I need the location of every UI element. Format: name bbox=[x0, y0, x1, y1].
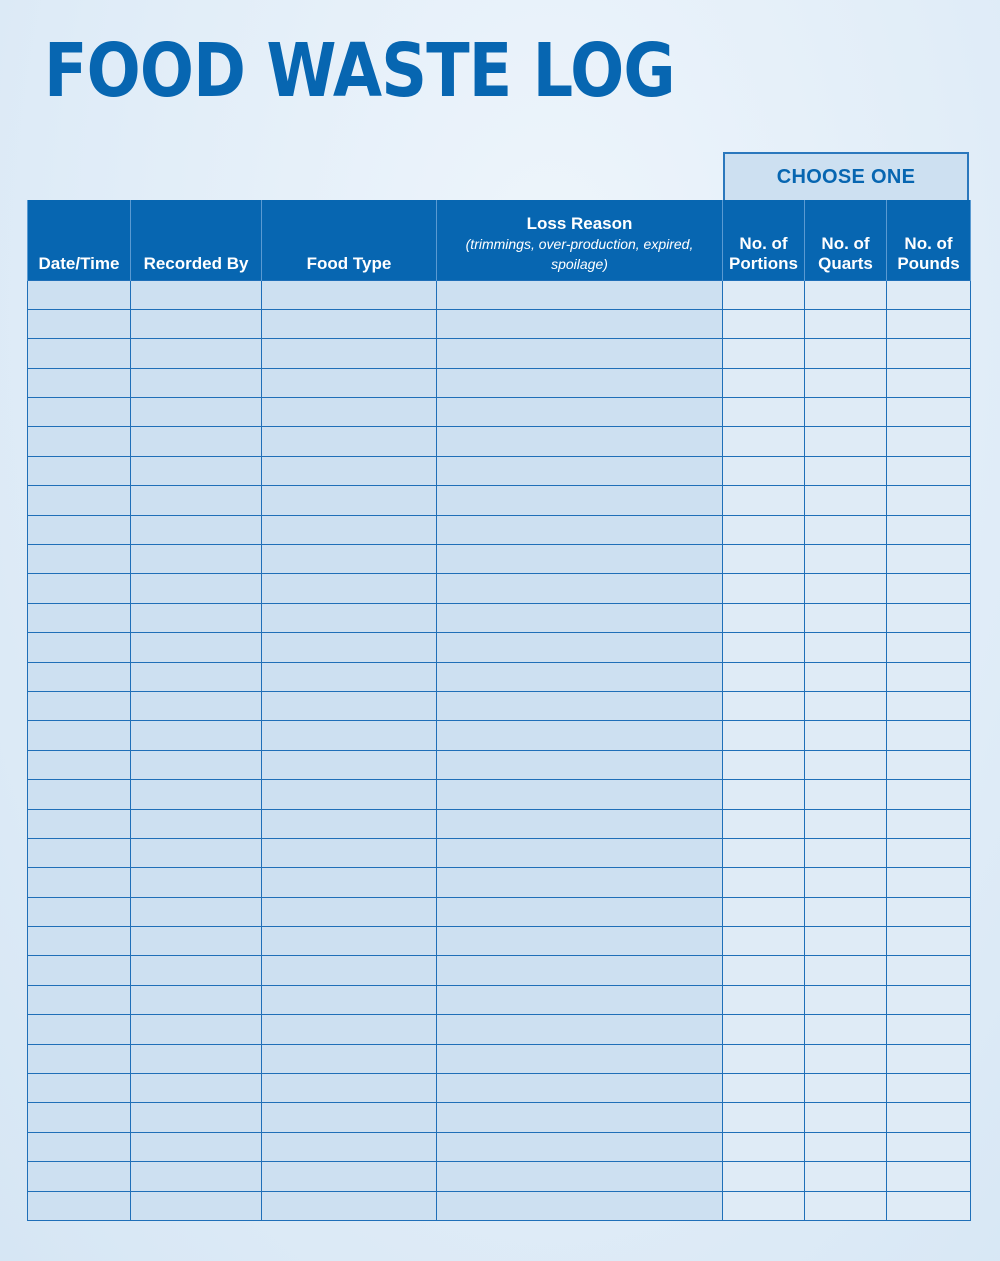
food-type-cell[interactable] bbox=[262, 750, 437, 779]
pounds-cell[interactable] bbox=[887, 1162, 971, 1191]
table-row bbox=[28, 985, 971, 1014]
recorded-by-cell[interactable] bbox=[131, 368, 262, 397]
recorded-by-cell[interactable] bbox=[131, 750, 262, 779]
table-row bbox=[28, 927, 971, 956]
table-row bbox=[28, 721, 971, 750]
quarts-cell[interactable] bbox=[805, 368, 887, 397]
page-title: FOOD WASTE LOG bbox=[44, 28, 675, 114]
table-row bbox=[28, 603, 971, 632]
table-row bbox=[28, 398, 971, 427]
column-header-recorded-by: Recorded By bbox=[131, 200, 262, 280]
date-time-cell[interactable] bbox=[28, 309, 131, 338]
portions-cell[interactable] bbox=[723, 868, 805, 897]
food-type-cell[interactable] bbox=[262, 809, 437, 838]
column-header-pounds bbox=[887, 200, 971, 280]
column-header-date-time: Date/Time bbox=[28, 200, 131, 280]
pounds-cell[interactable] bbox=[887, 985, 971, 1014]
loss-reason-cell[interactable] bbox=[437, 456, 723, 485]
table-row bbox=[28, 427, 971, 456]
recorded-by-cell[interactable] bbox=[131, 456, 262, 485]
quarts-cell[interactable] bbox=[805, 985, 887, 1014]
portions-cell[interactable] bbox=[723, 1044, 805, 1073]
portions-cell[interactable] bbox=[723, 633, 805, 662]
recorded-by-cell[interactable] bbox=[131, 515, 262, 544]
date-time-cell[interactable] bbox=[28, 868, 131, 897]
recorded-by-cell[interactable] bbox=[131, 809, 262, 838]
date-time-cell[interactable] bbox=[28, 398, 131, 427]
loss-reason-cell[interactable] bbox=[437, 838, 723, 867]
pounds-cell[interactable] bbox=[887, 1074, 971, 1103]
food-type-cell[interactable] bbox=[262, 456, 437, 485]
loss-reason-cell[interactable] bbox=[437, 721, 723, 750]
table-row bbox=[28, 368, 971, 397]
loss-reason-cell[interactable] bbox=[437, 603, 723, 632]
food-type-cell[interactable] bbox=[262, 1132, 437, 1161]
loss-reason-cell[interactable] bbox=[437, 1015, 723, 1044]
pounds-cell[interactable] bbox=[887, 838, 971, 867]
date-time-cell[interactable] bbox=[28, 515, 131, 544]
food-type-cell[interactable] bbox=[262, 721, 437, 750]
portions-cell[interactable] bbox=[723, 780, 805, 809]
recorded-by-cell[interactable] bbox=[131, 486, 262, 515]
date-time-cell[interactable] bbox=[28, 780, 131, 809]
recorded-by-cell[interactable] bbox=[131, 1015, 262, 1044]
portions-cell[interactable] bbox=[723, 721, 805, 750]
table-row bbox=[28, 897, 971, 926]
loss-reason-cell[interactable] bbox=[437, 897, 723, 926]
loss-reason-cell[interactable] bbox=[437, 985, 723, 1014]
recorded-by-cell[interactable] bbox=[131, 339, 262, 368]
loss-reason-cell[interactable] bbox=[437, 280, 723, 309]
quarts-cell[interactable] bbox=[805, 309, 887, 338]
recorded-by-cell[interactable] bbox=[131, 1103, 262, 1132]
quarts-cell[interactable] bbox=[805, 515, 887, 544]
date-time-cell[interactable] bbox=[28, 339, 131, 368]
date-time-cell[interactable] bbox=[28, 427, 131, 456]
date-time-cell[interactable] bbox=[28, 1162, 131, 1191]
food-type-cell[interactable] bbox=[262, 1103, 437, 1132]
food-type-cell[interactable] bbox=[262, 956, 437, 985]
date-time-cell[interactable] bbox=[28, 691, 131, 720]
recorded-by-cell[interactable] bbox=[131, 545, 262, 574]
quarts-cell[interactable] bbox=[805, 809, 887, 838]
food-type-cell[interactable] bbox=[262, 545, 437, 574]
portions-cell[interactable] bbox=[723, 985, 805, 1014]
pounds-cell[interactable] bbox=[887, 603, 971, 632]
date-time-cell[interactable] bbox=[28, 1191, 131, 1220]
date-time-cell[interactable] bbox=[28, 633, 131, 662]
loss-reason-cell[interactable] bbox=[437, 809, 723, 838]
portions-cell[interactable] bbox=[723, 545, 805, 574]
portions-cell[interactable] bbox=[723, 927, 805, 956]
pounds-cell[interactable] bbox=[887, 809, 971, 838]
quarts-cell[interactable] bbox=[805, 1015, 887, 1044]
food-type-cell[interactable] bbox=[262, 838, 437, 867]
food-type-cell[interactable] bbox=[262, 398, 437, 427]
food-type-cell[interactable] bbox=[262, 1044, 437, 1073]
quarts-cell[interactable] bbox=[805, 1074, 887, 1103]
food-type-cell[interactable] bbox=[262, 515, 437, 544]
column-header-quarts bbox=[805, 200, 887, 280]
portions-label-line1: No. of bbox=[739, 233, 788, 253]
portions-cell[interactable] bbox=[723, 1015, 805, 1044]
loss-reason-cell[interactable] bbox=[437, 662, 723, 691]
table-row bbox=[28, 1191, 971, 1220]
date-time-cell[interactable] bbox=[28, 603, 131, 632]
loss-reason-cell[interactable] bbox=[437, 1132, 723, 1161]
loss-reason-cell[interactable] bbox=[437, 545, 723, 574]
food-type-cell[interactable] bbox=[262, 339, 437, 368]
date-time-cell[interactable] bbox=[28, 486, 131, 515]
table-row bbox=[28, 309, 971, 338]
portions-cell[interactable] bbox=[723, 838, 805, 867]
quarts-cell[interactable] bbox=[805, 339, 887, 368]
date-time-cell[interactable] bbox=[28, 368, 131, 397]
loss-reason-cell[interactable] bbox=[437, 633, 723, 662]
pounds-cell[interactable] bbox=[887, 868, 971, 897]
portions-cell[interactable] bbox=[723, 398, 805, 427]
quarts-label-line1: No. of bbox=[821, 233, 870, 253]
food-type-cell[interactable] bbox=[262, 927, 437, 956]
date-time-cell[interactable] bbox=[28, 1132, 131, 1161]
loss-reason-sublabel: (trimmings, over-production, expired, spoilage) bbox=[465, 235, 694, 272]
loss-reason-cell[interactable] bbox=[437, 1044, 723, 1073]
loss-reason-cell[interactable] bbox=[437, 1191, 723, 1220]
recorded-by-cell[interactable] bbox=[131, 956, 262, 985]
food-type-cell[interactable] bbox=[262, 280, 437, 309]
table-row bbox=[28, 1015, 971, 1044]
quarts-cell[interactable] bbox=[805, 721, 887, 750]
recorded-by-cell[interactable] bbox=[131, 633, 262, 662]
pounds-cell[interactable] bbox=[887, 545, 971, 574]
portions-label-line2: Portions bbox=[729, 253, 798, 273]
date-time-cell[interactable] bbox=[28, 927, 131, 956]
date-time-cell[interactable] bbox=[28, 574, 131, 603]
quarts-cell[interactable] bbox=[805, 838, 887, 867]
recorded-by-cell[interactable] bbox=[131, 309, 262, 338]
food-type-cell[interactable] bbox=[262, 368, 437, 397]
quarts-cell[interactable] bbox=[805, 1132, 887, 1161]
recorded-by-cell[interactable] bbox=[131, 838, 262, 867]
table-row bbox=[28, 838, 971, 867]
food-type-cell[interactable] bbox=[262, 427, 437, 456]
recorded-by-cell[interactable] bbox=[131, 662, 262, 691]
recorded-by-cell[interactable] bbox=[131, 574, 262, 603]
date-time-cell[interactable] bbox=[28, 838, 131, 867]
table-row bbox=[28, 280, 971, 309]
food-type-cell[interactable] bbox=[262, 691, 437, 720]
pounds-cell[interactable] bbox=[887, 574, 971, 603]
pounds-cell[interactable] bbox=[887, 1015, 971, 1044]
portions-cell[interactable] bbox=[723, 956, 805, 985]
date-time-cell[interactable] bbox=[28, 1015, 131, 1044]
food-type-cell[interactable] bbox=[262, 897, 437, 926]
loss-reason-cell[interactable] bbox=[437, 398, 723, 427]
recorded-by-cell[interactable] bbox=[131, 398, 262, 427]
quarts-cell[interactable] bbox=[805, 1191, 887, 1220]
recorded-by-cell[interactable] bbox=[131, 603, 262, 632]
quarts-cell[interactable] bbox=[805, 750, 887, 779]
portions-cell[interactable] bbox=[723, 427, 805, 456]
food-type-cell[interactable] bbox=[262, 574, 437, 603]
food-type-cell[interactable] bbox=[262, 309, 437, 338]
date-time-cell[interactable] bbox=[28, 1074, 131, 1103]
portions-cell[interactable] bbox=[723, 368, 805, 397]
quarts-cell[interactable] bbox=[805, 545, 887, 574]
pounds-cell[interactable] bbox=[887, 427, 971, 456]
food-type-cell[interactable] bbox=[262, 486, 437, 515]
table-row bbox=[28, 1044, 971, 1073]
loss-reason-cell[interactable] bbox=[437, 780, 723, 809]
quarts-cell[interactable] bbox=[805, 956, 887, 985]
food-type-cell[interactable] bbox=[262, 662, 437, 691]
pounds-cell[interactable] bbox=[887, 456, 971, 485]
pounds-cell[interactable] bbox=[887, 927, 971, 956]
quarts-cell[interactable] bbox=[805, 574, 887, 603]
portions-cell[interactable] bbox=[723, 456, 805, 485]
header-row bbox=[28, 200, 971, 280]
food-type-cell[interactable] bbox=[262, 1015, 437, 1044]
food-type-cell[interactable] bbox=[262, 1074, 437, 1103]
pounds-cell[interactable] bbox=[887, 1132, 971, 1161]
quarts-cell[interactable] bbox=[805, 1103, 887, 1132]
portions-cell[interactable] bbox=[723, 486, 805, 515]
food-type-cell[interactable] bbox=[262, 603, 437, 632]
quarts-cell[interactable] bbox=[805, 662, 887, 691]
quarts-cell[interactable] bbox=[805, 780, 887, 809]
food-type-cell[interactable] bbox=[262, 780, 437, 809]
column-header-food-type: Food Type bbox=[262, 200, 437, 280]
recorded-by-cell[interactable] bbox=[131, 280, 262, 309]
portions-cell[interactable] bbox=[723, 280, 805, 309]
table-row bbox=[28, 339, 971, 368]
quarts-cell[interactable] bbox=[805, 897, 887, 926]
table-row bbox=[28, 486, 971, 515]
loss-reason-cell[interactable] bbox=[437, 956, 723, 985]
date-time-cell[interactable] bbox=[28, 280, 131, 309]
portions-cell[interactable] bbox=[723, 750, 805, 779]
pounds-cell[interactable] bbox=[887, 691, 971, 720]
portions-cell[interactable] bbox=[723, 1103, 805, 1132]
loss-reason-cell[interactable] bbox=[437, 486, 723, 515]
portions-cell[interactable] bbox=[723, 1132, 805, 1161]
recorded-by-cell[interactable] bbox=[131, 868, 262, 897]
loss-reason-cell[interactable] bbox=[437, 1103, 723, 1132]
loss-reason-cell[interactable] bbox=[437, 368, 723, 397]
date-time-cell[interactable] bbox=[28, 662, 131, 691]
recorded-by-cell[interactable] bbox=[131, 427, 262, 456]
portions-cell[interactable] bbox=[723, 1191, 805, 1220]
date-time-cell[interactable] bbox=[28, 956, 131, 985]
quarts-cell[interactable] bbox=[805, 456, 887, 485]
pounds-cell[interactable] bbox=[887, 750, 971, 779]
recorded-by-cell[interactable] bbox=[131, 927, 262, 956]
quarts-cell[interactable] bbox=[805, 1162, 887, 1191]
pounds-cell[interactable] bbox=[887, 339, 971, 368]
recorded-by-cell[interactable] bbox=[131, 1044, 262, 1073]
recorded-by-cell[interactable] bbox=[131, 721, 262, 750]
pounds-cell[interactable] bbox=[887, 398, 971, 427]
recorded-by-cell[interactable] bbox=[131, 691, 262, 720]
loss-reason-cell[interactable] bbox=[437, 339, 723, 368]
portions-cell[interactable] bbox=[723, 1162, 805, 1191]
loss-reason-label: Loss Reason bbox=[526, 213, 633, 233]
date-time-cell[interactable] bbox=[28, 897, 131, 926]
date-time-cell[interactable] bbox=[28, 545, 131, 574]
pounds-label-line2: Pounds bbox=[897, 253, 960, 273]
table-row bbox=[28, 691, 971, 720]
table-row bbox=[28, 1132, 971, 1161]
table-row bbox=[28, 456, 971, 485]
pounds-label-line1: No. of bbox=[904, 233, 953, 253]
table-row bbox=[28, 809, 971, 838]
table-row bbox=[28, 545, 971, 574]
portions-cell[interactable] bbox=[723, 574, 805, 603]
table-row bbox=[28, 780, 971, 809]
table-row bbox=[28, 868, 971, 897]
quarts-cell[interactable] bbox=[805, 280, 887, 309]
portions-cell[interactable] bbox=[723, 809, 805, 838]
quarts-cell[interactable] bbox=[805, 927, 887, 956]
loss-reason-cell[interactable] bbox=[437, 515, 723, 544]
pounds-cell[interactable] bbox=[887, 280, 971, 309]
food-type-cell[interactable] bbox=[262, 1162, 437, 1191]
food-type-cell[interactable] bbox=[262, 985, 437, 1014]
food-type-cell[interactable] bbox=[262, 868, 437, 897]
pounds-cell[interactable] bbox=[887, 368, 971, 397]
recorded-by-cell[interactable] bbox=[131, 985, 262, 1014]
portions-cell[interactable] bbox=[723, 662, 805, 691]
recorded-by-cell[interactable] bbox=[131, 1074, 262, 1103]
date-time-cell[interactable] bbox=[28, 750, 131, 779]
quarts-cell[interactable] bbox=[805, 691, 887, 720]
loss-reason-cell[interactable] bbox=[437, 750, 723, 779]
pounds-cell[interactable] bbox=[887, 956, 971, 985]
loss-reason-cell[interactable] bbox=[437, 927, 723, 956]
pounds-cell[interactable] bbox=[887, 662, 971, 691]
recorded-by-cell[interactable] bbox=[131, 1191, 262, 1220]
food-type-cell[interactable] bbox=[262, 1191, 437, 1220]
table-row bbox=[28, 662, 971, 691]
pounds-cell[interactable] bbox=[887, 897, 971, 926]
loss-reason-cell[interactable] bbox=[437, 1162, 723, 1191]
loss-reason-cell[interactable] bbox=[437, 1074, 723, 1103]
table-row bbox=[28, 633, 971, 662]
quarts-cell[interactable] bbox=[805, 868, 887, 897]
choose-one-header: CHOOSE ONE bbox=[723, 152, 969, 200]
quarts-cell[interactable] bbox=[805, 603, 887, 632]
portions-cell[interactable] bbox=[723, 691, 805, 720]
recorded-by-cell[interactable] bbox=[131, 1162, 262, 1191]
date-time-cell[interactable] bbox=[28, 985, 131, 1014]
table-row bbox=[28, 750, 971, 779]
portions-cell[interactable] bbox=[723, 339, 805, 368]
recorded-by-cell[interactable] bbox=[131, 780, 262, 809]
pounds-cell[interactable] bbox=[887, 1191, 971, 1220]
date-time-cell[interactable] bbox=[28, 809, 131, 838]
loss-reason-cell[interactable] bbox=[437, 574, 723, 603]
portions-cell[interactable] bbox=[723, 309, 805, 338]
recorded-by-cell[interactable] bbox=[131, 1132, 262, 1161]
date-time-cell[interactable] bbox=[28, 721, 131, 750]
quarts-cell[interactable] bbox=[805, 427, 887, 456]
recorded-by-cell[interactable] bbox=[131, 897, 262, 926]
pounds-cell[interactable] bbox=[887, 309, 971, 338]
portions-cell[interactable] bbox=[723, 1074, 805, 1103]
food-waste-log-table bbox=[27, 200, 971, 1221]
quarts-label-line2: Quarts bbox=[818, 253, 873, 273]
portions-cell[interactable] bbox=[723, 897, 805, 926]
pounds-cell[interactable] bbox=[887, 1044, 971, 1073]
loss-reason-cell[interactable] bbox=[437, 309, 723, 338]
pounds-cell[interactable] bbox=[887, 633, 971, 662]
quarts-cell[interactable] bbox=[805, 1044, 887, 1073]
loss-reason-cell[interactable] bbox=[437, 691, 723, 720]
column-header-loss-reason bbox=[437, 200, 723, 280]
portions-cell[interactable] bbox=[723, 515, 805, 544]
log-body bbox=[28, 280, 971, 1221]
pounds-cell[interactable] bbox=[887, 515, 971, 544]
pounds-cell[interactable] bbox=[887, 486, 971, 515]
pounds-cell[interactable] bbox=[887, 721, 971, 750]
date-time-cell[interactable] bbox=[28, 456, 131, 485]
date-time-cell[interactable] bbox=[28, 1044, 131, 1073]
food-type-cell[interactable] bbox=[262, 633, 437, 662]
table-row bbox=[28, 1103, 971, 1132]
pounds-cell[interactable] bbox=[887, 1103, 971, 1132]
date-time-cell[interactable] bbox=[28, 1103, 131, 1132]
table-row bbox=[28, 1162, 971, 1191]
table-row bbox=[28, 1074, 971, 1103]
pounds-cell[interactable] bbox=[887, 780, 971, 809]
quarts-cell[interactable] bbox=[805, 398, 887, 427]
table-row bbox=[28, 515, 971, 544]
table-row bbox=[28, 956, 971, 985]
quarts-cell[interactable] bbox=[805, 486, 887, 515]
table-row bbox=[28, 574, 971, 603]
loss-reason-cell[interactable] bbox=[437, 868, 723, 897]
column-header-portions bbox=[723, 200, 805, 280]
quarts-cell[interactable] bbox=[805, 633, 887, 662]
loss-reason-cell[interactable] bbox=[437, 427, 723, 456]
portions-cell[interactable] bbox=[723, 603, 805, 632]
